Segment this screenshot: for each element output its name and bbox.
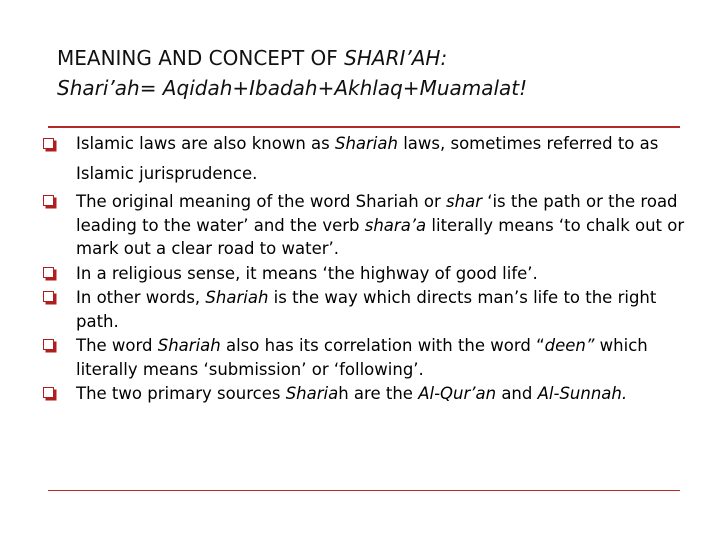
bullet-text: laws, sometimes referred to as Islamic jurisprudence.	[76, 134, 659, 183]
list-item	[40, 382, 690, 406]
bullet-text: is the way which directs man’s life to the right path.	[76, 288, 657, 331]
square-bullet-icon	[43, 267, 54, 278]
title-formula: Shari’ah= Aqidah+Ibadah+Akhlaq+Muamalat!	[57, 76, 528, 100]
bullet-text: The word	[76, 336, 158, 355]
bullet-text: which literally means ‘submission’ or ‘following’.	[76, 336, 648, 379]
bullet-text: literally means ‘to chalk out or mark out a clear road to water’.	[76, 215, 685, 258]
top-divider	[48, 126, 680, 128]
bullet-text: The two primary sources	[76, 384, 286, 403]
bullet-emphasis: Shariah	[157, 336, 221, 355]
slide-title	[57, 43, 717, 103]
title-line-1	[57, 43, 717, 73]
bullet-emphasis: Sharia	[285, 384, 339, 403]
bullet-emphasis: Al-Sunnah.	[537, 384, 628, 403]
title-line-2	[57, 73, 717, 103]
list-item	[40, 334, 690, 381]
square-bullet-icon	[43, 339, 54, 350]
list-item	[40, 190, 690, 261]
list-item	[40, 129, 690, 189]
list-item	[40, 286, 690, 333]
bullet-text: also has its correlation with the word “	[220, 336, 545, 355]
bullet-emphasis: Shariah	[334, 134, 398, 153]
bullet-text: and	[496, 384, 538, 403]
bullet-emphasis: shar	[446, 192, 482, 211]
bullet-emphasis: shara’a	[364, 215, 427, 235]
title-plain: MEANING AND CONCEPT OF	[57, 46, 345, 70]
bullet-text: h are the	[338, 384, 419, 403]
bullet-text: ‘is the path or the road leading to the water’ and the verb	[76, 192, 678, 235]
bullet-list	[40, 129, 690, 407]
square-bullet-icon	[43, 291, 54, 302]
square-bullet-icon	[43, 387, 54, 398]
list-item	[40, 262, 690, 286]
title-italic: SHARI’AH:	[344, 46, 448, 70]
bullet-emphasis: Al-Qur’an	[418, 384, 497, 403]
bullet-text: The original meaning of the word Shariah or	[76, 192, 447, 211]
bullet-text: In a religious sense, it means ‘the highway of good life’.	[76, 263, 538, 283]
bullet-text: Islamic laws are also known as	[76, 134, 335, 153]
square-bullet-icon	[43, 138, 54, 149]
bullet-text: In other words,	[76, 288, 206, 307]
bullet-emphasis: deen”	[544, 336, 595, 355]
bottom-divider	[48, 490, 680, 491]
bullet-emphasis: Shariah	[205, 288, 269, 307]
square-bullet-icon	[43, 195, 54, 206]
